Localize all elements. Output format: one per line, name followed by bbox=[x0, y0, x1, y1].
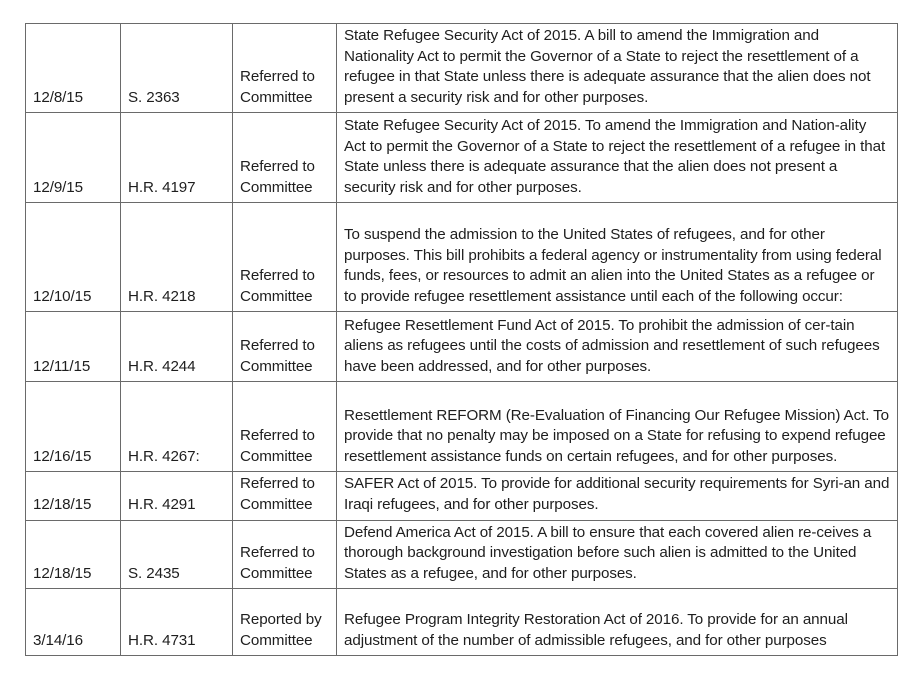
status-cell bbox=[233, 113, 337, 203]
table-row bbox=[26, 24, 898, 113]
status-line-1: Reported by bbox=[240, 611, 322, 629]
legislation-table-body bbox=[26, 24, 898, 656]
bill-number-cell: H.R. 4731 bbox=[121, 589, 233, 656]
date-cell: 12/11/15 bbox=[26, 312, 121, 382]
status-line-1: Referred to bbox=[240, 337, 315, 355]
status-line-2: Committee bbox=[240, 564, 313, 582]
bill-number-cell: H.R. 4291 bbox=[121, 472, 233, 520]
table-row bbox=[26, 203, 898, 312]
status-line-2: Committee bbox=[240, 357, 313, 375]
description-cell: SAFER Act of 2015. To provide for additional security requirements for Syri-an and Iraqi refugees, and for other purposes. bbox=[337, 472, 898, 520]
status-cell bbox=[233, 382, 337, 472]
table-row bbox=[26, 589, 898, 656]
date-cell: 12/18/15 bbox=[26, 472, 121, 520]
status-cell bbox=[233, 203, 337, 312]
legislation-table bbox=[25, 23, 898, 656]
description-cell: State Refugee Security Act of 2015. A bill to amend the Immigration and Nationality Act to permit the Governor of a State to reject the resettlement of a refugee in that State unless there is adequate assurance that the alien does not present a security risk and for other purposes. bbox=[337, 24, 898, 113]
table-row bbox=[26, 520, 898, 589]
description-cell: Defend America Act of 2015. A bill to ensure that each covered alien re-ceives a thorough background investigation before such alien is admitted to the United States as a refugee, and for other purposes. bbox=[337, 520, 898, 589]
status-cell bbox=[233, 589, 337, 656]
bill-number-cell: H.R. 4197 bbox=[121, 113, 233, 203]
date-cell: 12/8/15 bbox=[26, 24, 121, 113]
status-line-1: Referred to bbox=[240, 158, 315, 176]
date-cell: 3/14/16 bbox=[26, 589, 121, 656]
bill-number-cell: H.R. 4244 bbox=[121, 312, 233, 382]
description-cell: To suspend the admission to the United States of refugees, and for other purposes. This bill prohibits a federal agency or instrumentality from using federal funds, fees, or resources to admit an alien into the United States as a refugee or to provide refugee resettlement assistance until each of the following occur: bbox=[337, 203, 898, 312]
status-line-1: Referred to bbox=[240, 544, 315, 562]
description-cell: State Refugee Security Act of 2015. To amend the Immigration and Nation-ality Act to permit the Governor of a State to reject the resettlement of a refugee in that State unless there is adequate assurance that the alien does not present a security risk and for other purposes. bbox=[337, 113, 898, 203]
date-cell: 12/9/15 bbox=[26, 113, 121, 203]
status-line-1: Referred to bbox=[240, 427, 315, 445]
bill-number-cell: S. 2435 bbox=[121, 520, 233, 589]
status-line-2: Committee bbox=[240, 495, 313, 513]
status-line-2: Committee bbox=[240, 88, 313, 106]
date-cell: 12/10/15 bbox=[26, 203, 121, 312]
status-line-2: Committee bbox=[240, 178, 313, 196]
status-line-2: Committee bbox=[240, 447, 313, 465]
status-line-1: Referred to bbox=[240, 68, 315, 86]
date-cell: 12/18/15 bbox=[26, 520, 121, 589]
bill-number-cell: H.R. 4267: bbox=[121, 382, 233, 472]
table-row bbox=[26, 113, 898, 203]
status-line-2: Committee bbox=[240, 287, 313, 305]
status-cell bbox=[233, 520, 337, 589]
status-cell bbox=[233, 24, 337, 113]
status-line-1: Referred to bbox=[240, 267, 315, 285]
description-cell: Refugee Resettlement Fund Act of 2015. To prohibit the admission of cer-tain aliens as refugees until the costs of admission and resettlement of such refugees have been addressed, and for other purposes. bbox=[337, 312, 898, 382]
description-cell: Refugee Program Integrity Restoration Act of 2016. To provide for an annual adjustment of the number of admissible refugees, and for other purposes bbox=[337, 589, 898, 656]
date-cell: 12/16/15 bbox=[26, 382, 121, 472]
status-cell bbox=[233, 472, 337, 520]
description-cell: Resettlement REFORM (Re-Evaluation of Financing Our Refugee Mission) Act. To provide that no penalty may be imposed on a State for refusing to expend refugee resettlement assistance funds on certain refugees, and for other purposes. bbox=[337, 382, 898, 472]
bill-number-cell: S. 2363 bbox=[121, 24, 233, 113]
table-row bbox=[26, 312, 898, 382]
status-line-1: Referred to bbox=[240, 475, 315, 493]
table-row bbox=[26, 382, 898, 472]
bill-number-cell: H.R. 4218 bbox=[121, 203, 233, 312]
table-row bbox=[26, 472, 898, 520]
status-line-2: Committee bbox=[240, 631, 313, 649]
status-cell bbox=[233, 312, 337, 382]
